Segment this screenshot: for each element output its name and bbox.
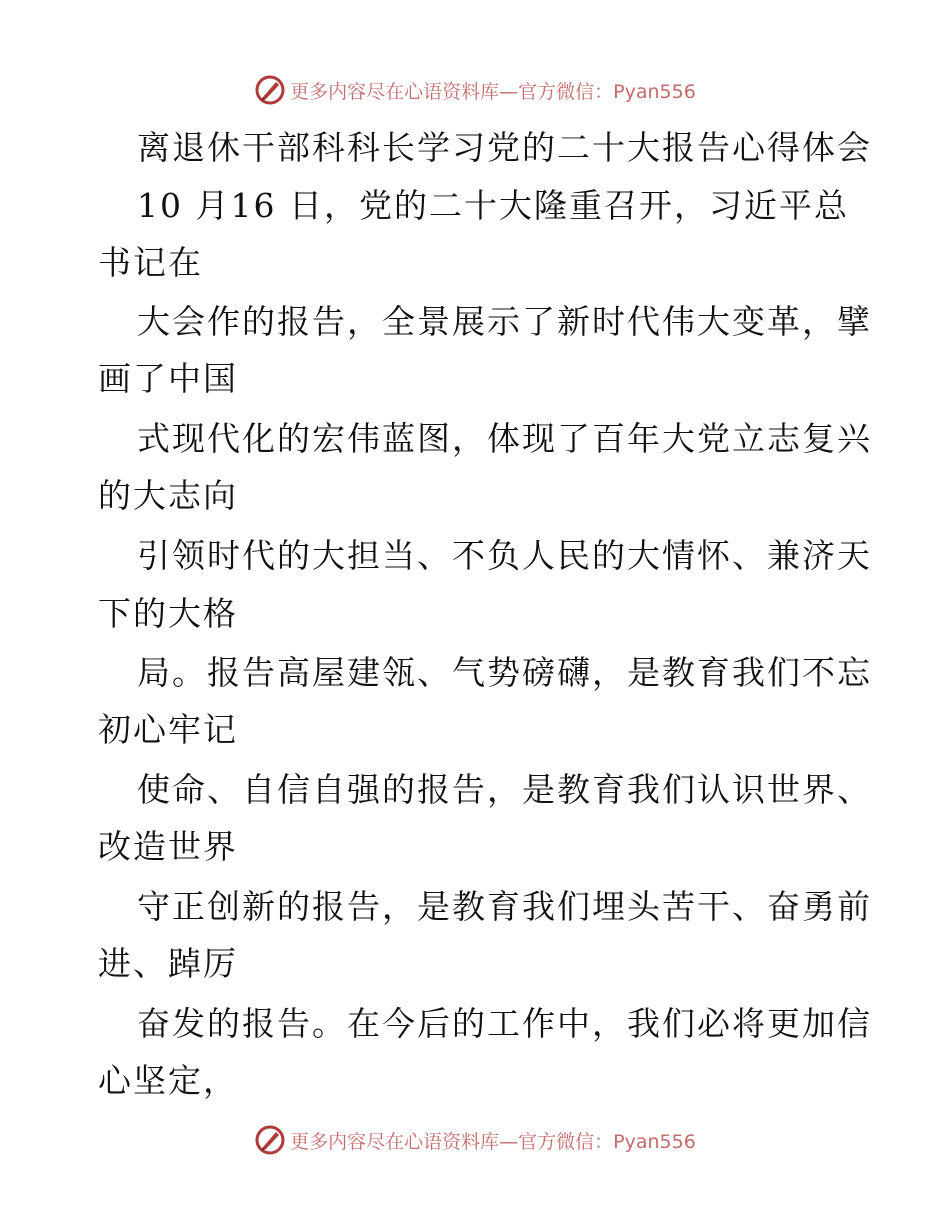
paragraph-line: 局。报告高屋建瓴、气势磅礴，是教育我们不忘 bbox=[137, 653, 872, 692]
document-title: 离退休干部科科长学习党的二十大报告心得体会 bbox=[137, 128, 872, 167]
paragraph-line: 大会作的报告，全景展示了新时代伟大变革，擘 bbox=[137, 302, 872, 341]
paragraph-line: 的大志向 bbox=[98, 476, 238, 515]
paragraph-line: 使命、自信自强的报告，是教育我们认识世界、 bbox=[137, 770, 872, 809]
paragraph-line: 式现代化的宏伟蓝图，体现了百年大党立志复兴 bbox=[137, 419, 872, 458]
pen-logo-icon bbox=[254, 1124, 286, 1156]
paragraph-line: 心坚定， bbox=[98, 1061, 238, 1100]
pen-logo-icon bbox=[254, 74, 286, 106]
paragraph-line: 初心牢记 bbox=[98, 710, 238, 749]
paragraph-line: 画了中国 bbox=[98, 359, 238, 398]
paragraph-line: 改造世界 bbox=[98, 827, 238, 866]
watermark-text: 更多内容尽在心语资料库—官方微信：Pyan556 bbox=[290, 1130, 696, 1153]
paragraph-line: 守正创新的报告，是教育我们埋头苦干、奋勇前 bbox=[137, 887, 872, 926]
paragraph-line: 奋发的报告。在今后的工作中，我们必将更加信 bbox=[137, 1004, 872, 1043]
paragraph-line: 引领时代的大担当、不负人民的大情怀、兼济天 bbox=[137, 536, 872, 575]
paragraph-line: 10 月16 日，党的二十大隆重召开，习近平总 bbox=[137, 186, 849, 225]
paragraph-line: 进、踔厉 bbox=[98, 944, 238, 983]
footer-watermark bbox=[0, 1122, 950, 1158]
watermark-text: 更多内容尽在心语资料库—官方微信：Pyan556 bbox=[290, 80, 696, 103]
paragraph-line: 下的大格 bbox=[98, 594, 238, 633]
paragraph-line: 书记在 bbox=[98, 243, 203, 282]
header-watermark bbox=[0, 72, 950, 108]
